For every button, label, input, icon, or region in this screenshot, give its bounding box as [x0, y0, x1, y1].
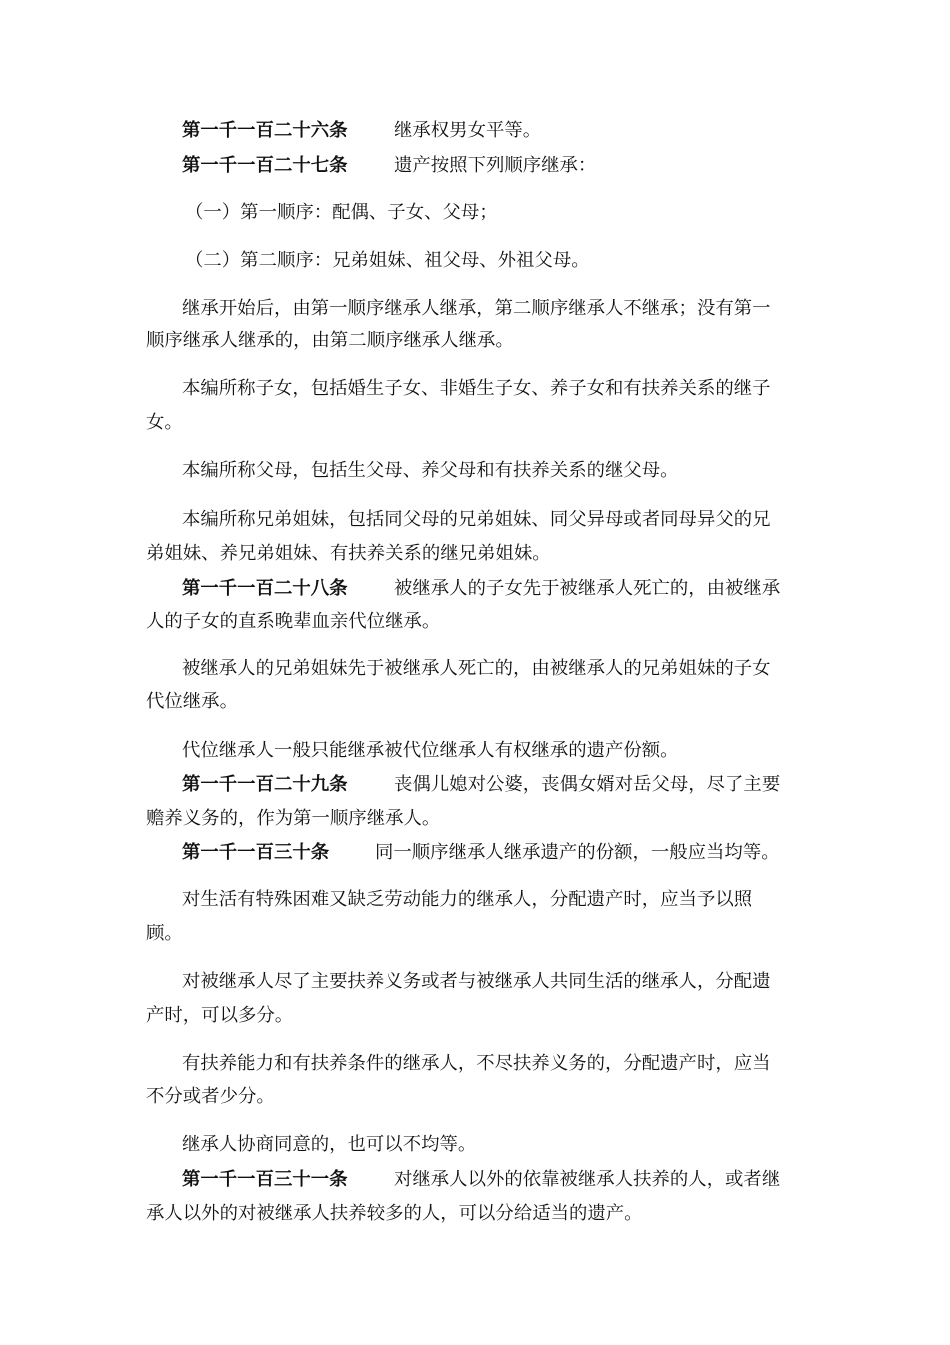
paragraph-text: 有扶养能力和有扶养条件的继承人，不尽扶养义务的，分配遗产时，应当 [182, 1053, 771, 1074]
article-text: 同一顺序继承人继承遗产的份额，一般应当均等。 [375, 842, 780, 863]
paragraph-text: （二）第二顺序：兄弟姐妹、祖父母、外祖父母。 [185, 250, 590, 271]
paragraph-text: 承人以外的对被继承人扶养较多的人，可以分给适当的遗产。 [146, 1203, 643, 1224]
paragraph-text: 产时，可以多分。 [146, 1005, 294, 1026]
article-label: 第一千一百二十八条 [182, 578, 348, 599]
paragraph-text: 对被继承人尽了主要扶养义务或者与被继承人共同生活的继承人，分配遗 [182, 971, 771, 992]
article-text: 丧偶儿媳对公婆，丧偶女婿对岳父母，尽了主要 [394, 774, 781, 795]
article-text: 对继承人以外的依靠被继承人扶养的人，或者继 [394, 1169, 781, 1190]
paragraph-text: 本编所称兄弟姐妹，包括同父母的兄弟姐妹、同父异母或者同母异父的兄 [182, 509, 771, 530]
paragraph-text: 女。 [146, 412, 183, 433]
article-text: 被继承人的子女先于被继承人死亡的，由被继承 [394, 578, 781, 599]
article-label: 第一千一百二十七条 [182, 155, 348, 176]
article-label: 第一千一百二十六条 [182, 120, 348, 141]
article-text: 继承权男女平等。 [394, 120, 542, 141]
paragraph-text: 继承人协商同意的，也可以不均等。 [182, 1134, 477, 1155]
article-label: 第一千一百二十九条 [182, 774, 348, 795]
paragraph-text: （一）第一顺序：配偶、子女、父母； [185, 202, 498, 223]
paragraph-text: 赡养义务的，作为第一顺序继承人。 [146, 808, 441, 829]
paragraph-text: 顺序继承人继承的，由第二顺序继承人继承。 [146, 330, 514, 351]
paragraph-text: 继承开始后，由第一顺序继承人继承，第二顺序继承人不继承；没有第一 [182, 298, 771, 319]
paragraph-text: 代位继承人一般只能继承被代位继承人有权继承的遗产份额。 [182, 740, 679, 761]
paragraph-text: 顾。 [146, 923, 183, 944]
paragraph-text: 弟姐妹、养兄弟姐妹、有扶养关系的继兄弟姐妹。 [146, 543, 551, 564]
article-text: 遗产按照下列顺序继承： [394, 155, 597, 176]
paragraph-text: 被继承人的兄弟姐妹先于被继承人死亡的，由被继承人的兄弟姐妹的子女 [182, 658, 771, 679]
article-label: 第一千一百三十条 [182, 842, 330, 863]
paragraph-text: 本编所称父母，包括生父母、养父母和有扶养关系的继父母。 [182, 460, 679, 481]
paragraph-text: 人的子女的直系晚辈血亲代位继承。 [146, 611, 441, 632]
paragraph-text: 本编所称子女，包括婚生子女、非婚生子女、养子女和有扶养关系的继子 [182, 378, 771, 399]
paragraph-text: 不分或者少分。 [146, 1086, 275, 1107]
paragraph-text: 代位继承。 [146, 691, 238, 712]
article-label: 第一千一百三十一条 [182, 1169, 348, 1190]
paragraph-text: 对生活有特殊困难又缺乏劳动能力的继承人，分配遗产时，应当予以照 [182, 889, 753, 910]
